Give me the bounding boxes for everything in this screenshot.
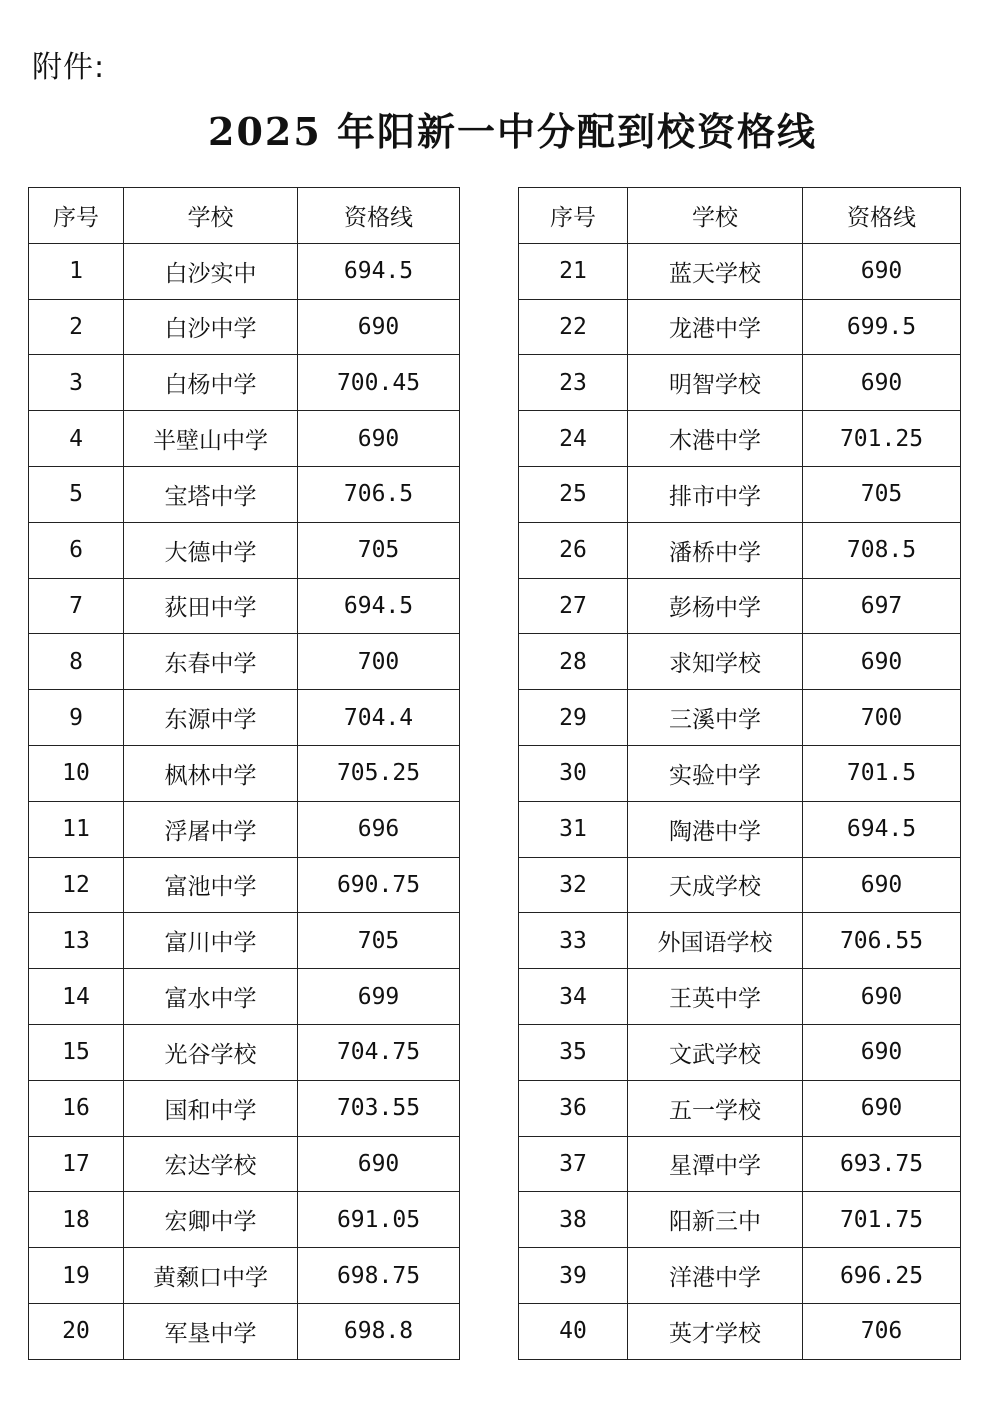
header-score: 资格线 [298,188,460,244]
row-index: 6 [29,522,124,578]
row-index: 29 [519,690,628,746]
table-row [29,1303,460,1359]
page-title: 2025 年阳新一中分配到校资格线 [208,109,817,154]
row-score: 706.55 [803,913,961,969]
table-row [519,1080,961,1136]
table-row [519,913,961,969]
row-index: 11 [29,801,124,857]
table-row [29,969,460,1025]
row-school-name: 白杨中学 [124,355,298,411]
row-school-name: 陶港中学 [628,801,803,857]
row-school-name: 蓝天学校 [628,243,803,299]
score-table-left [28,187,460,1360]
row-index: 10 [29,745,124,801]
table-row [29,1024,460,1080]
attachment-label: 附件: [32,50,106,85]
row-school-name: 木港中学 [628,411,803,467]
table-row [519,578,961,634]
row-index: 40 [519,1303,628,1359]
row-index: 30 [519,745,628,801]
row-school-name: 潘桥中学 [628,522,803,578]
row-index: 26 [519,522,628,578]
row-score: 690.75 [298,857,460,913]
row-score: 694.5 [298,243,460,299]
row-index: 39 [519,1248,628,1304]
row-index: 35 [519,1024,628,1080]
table-row [519,857,961,913]
row-score: 690 [298,1136,460,1192]
table-row [519,355,961,411]
row-school-name: 富水中学 [124,969,298,1025]
row-score: 703.55 [298,1080,460,1136]
row-school-name: 大德中学 [124,522,298,578]
row-school-name: 明智学校 [628,355,803,411]
row-index: 18 [29,1192,124,1248]
row-score: 690 [803,1024,961,1080]
row-score: 696 [298,801,460,857]
row-school-name: 军垦中学 [124,1303,298,1359]
row-score: 704.75 [298,1024,460,1080]
table-row [29,634,460,690]
row-index: 4 [29,411,124,467]
row-index: 38 [519,1192,628,1248]
table-row [29,1080,460,1136]
header-school: 学校 [628,188,803,244]
row-score: 690 [803,634,961,690]
row-index: 24 [519,411,628,467]
row-school-name: 荻田中学 [124,578,298,634]
row-school-name: 宏达学校 [124,1136,298,1192]
row-score: 699 [298,969,460,1025]
table-row [29,355,460,411]
row-school-name: 龙港中学 [628,299,803,355]
row-index: 13 [29,913,124,969]
row-school-name: 文武学校 [628,1024,803,1080]
row-index: 28 [519,634,628,690]
row-index: 2 [29,299,124,355]
row-score: 694.5 [298,578,460,634]
row-score: 690 [803,243,961,299]
table-row [519,243,961,299]
row-score: 705 [803,466,961,522]
row-score: 698.75 [298,1248,460,1304]
table-row [519,745,961,801]
row-index: 33 [519,913,628,969]
row-school-name: 三溪中学 [628,690,803,746]
row-score: 693.75 [803,1136,961,1192]
row-school-name: 枫林中学 [124,745,298,801]
row-score: 700.45 [298,355,460,411]
row-index: 15 [29,1024,124,1080]
row-school-name: 王英中学 [628,969,803,1025]
row-score: 694.5 [803,801,961,857]
row-index: 32 [519,857,628,913]
row-score: 696.25 [803,1248,961,1304]
row-school-name: 天成学校 [628,857,803,913]
table-row [519,411,961,467]
row-school-name: 富池中学 [124,857,298,913]
row-school-name: 黄颡口中学 [124,1248,298,1304]
row-score: 698.8 [298,1303,460,1359]
table-row [29,1136,460,1192]
row-index: 12 [29,857,124,913]
table-row [29,299,460,355]
row-index: 1 [29,243,124,299]
row-score: 690 [298,299,460,355]
table-row [519,801,961,857]
table-row [29,801,460,857]
row-school-name: 光谷学校 [124,1024,298,1080]
table-row [29,745,460,801]
row-score: 708.5 [803,522,961,578]
row-index: 5 [29,466,124,522]
row-school-name: 彭杨中学 [628,578,803,634]
row-score: 704.4 [298,690,460,746]
row-score: 690 [298,411,460,467]
row-school-name: 国和中学 [124,1080,298,1136]
row-index: 22 [519,299,628,355]
row-score: 701.75 [803,1192,961,1248]
table-row [519,1303,961,1359]
row-index: 31 [519,801,628,857]
row-index: 23 [519,355,628,411]
row-score: 705 [298,913,460,969]
row-index: 16 [29,1080,124,1136]
table-row [519,299,961,355]
table-row [519,466,961,522]
row-school-name: 宝塔中学 [124,466,298,522]
header-row [29,188,460,244]
row-school-name: 阳新三中 [628,1192,803,1248]
row-score: 701.25 [803,411,961,467]
row-school-name: 白沙实中 [124,243,298,299]
table-row [29,1192,460,1248]
row-index: 3 [29,355,124,411]
row-index: 8 [29,634,124,690]
row-school-name: 实验中学 [628,745,803,801]
row-school-name: 白沙中学 [124,299,298,355]
row-score: 699.5 [803,299,961,355]
table-row [519,1136,961,1192]
row-score: 706 [803,1303,961,1359]
row-school-name: 东源中学 [124,690,298,746]
row-school-name: 浮屠中学 [124,801,298,857]
row-score: 690 [803,969,961,1025]
row-index: 19 [29,1248,124,1304]
row-school-name: 外国语学校 [628,913,803,969]
table-row [29,913,460,969]
row-index: 36 [519,1080,628,1136]
score-table-right [518,187,961,1360]
row-score: 705 [298,522,460,578]
table-row [29,243,460,299]
row-school-name: 英才学校 [628,1303,803,1359]
table-row [519,634,961,690]
table-row [519,1192,961,1248]
table-row [519,522,961,578]
table-row [29,578,460,634]
table-row [519,1024,961,1080]
row-school-name: 东春中学 [124,634,298,690]
table-row [29,522,460,578]
row-score: 705.25 [298,745,460,801]
row-index: 37 [519,1136,628,1192]
row-index: 20 [29,1303,124,1359]
row-school-name: 五一学校 [628,1080,803,1136]
header-school: 学校 [124,188,298,244]
row-score: 700 [298,634,460,690]
row-index: 17 [29,1136,124,1192]
row-index: 27 [519,578,628,634]
table-row [29,1248,460,1304]
header-score: 资格线 [803,188,961,244]
header-index: 序号 [519,188,628,244]
row-index: 34 [519,969,628,1025]
row-index: 7 [29,578,124,634]
table-row [29,690,460,746]
row-score: 700 [803,690,961,746]
table-row [29,411,460,467]
row-index: 14 [29,969,124,1025]
row-school-name: 求知学校 [628,634,803,690]
table-row [519,690,961,746]
row-school-name: 星潭中学 [628,1136,803,1192]
row-score: 697 [803,578,961,634]
header-row [519,188,961,244]
row-school-name: 洋港中学 [628,1248,803,1304]
row-school-name: 排市中学 [628,466,803,522]
row-score: 690 [803,1080,961,1136]
row-school-name: 富川中学 [124,913,298,969]
row-index: 9 [29,690,124,746]
row-score: 690 [803,857,961,913]
row-school-name: 宏卿中学 [124,1192,298,1248]
table-row [519,1248,961,1304]
table-row [29,857,460,913]
table-row [519,969,961,1025]
row-school-name: 半壁山中学 [124,411,298,467]
row-score: 706.5 [298,466,460,522]
row-score: 690 [803,355,961,411]
row-index: 25 [519,466,628,522]
table-row [29,466,460,522]
row-index: 21 [519,243,628,299]
row-score: 691.05 [298,1192,460,1248]
header-index: 序号 [29,188,124,244]
row-score: 701.5 [803,745,961,801]
